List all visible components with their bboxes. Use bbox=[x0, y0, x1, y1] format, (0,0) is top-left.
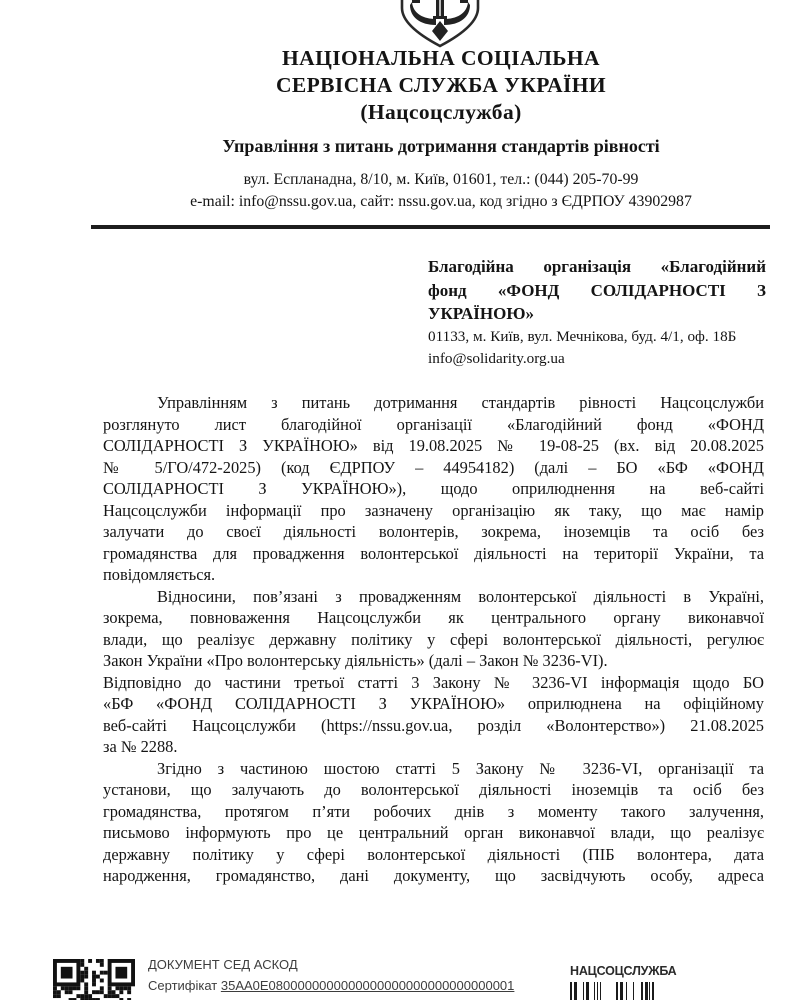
recipient-name-line: Благодійна організація «Благодійний bbox=[428, 257, 766, 276]
text-line: влади, що реалізує державну політику у сфері волонтерської діяльності, регулює bbox=[103, 629, 764, 649]
paragraph bbox=[103, 392, 764, 586]
paragraph bbox=[103, 586, 764, 672]
text-line: Управлінням з питань дотримання стандартів рівності Нацсоцслужби bbox=[157, 393, 764, 412]
stamp-org-label: НАЦСОЦСЛУЖБА bbox=[570, 964, 677, 978]
paragraph bbox=[103, 672, 764, 758]
recipient-block bbox=[428, 255, 766, 371]
text-line: веб-сайті Нацсоцслужби (https://nssu.gov.ua, розділ «Волонтерство») 21.08.2025 bbox=[103, 715, 764, 735]
org-contact-line: e-mail: info@nssu.gov.ua, сайт: nssu.gov.ua, код згідно з ЄДРПОУ 43902987 bbox=[190, 193, 692, 210]
department-title: Управління з питань дотримання стандартів рівності bbox=[222, 136, 660, 156]
text-line: Згідно з частиною шостою статті 5 Закону № 3236-VI, організації та bbox=[157, 758, 764, 778]
text-line: повідомляється. bbox=[103, 565, 216, 584]
barcode-icon bbox=[570, 982, 656, 1000]
text-line: «БФ «ФОНД СОЛІДАРНОСТІ З УКРАЇНОЮ» оприлюднена на офіційному bbox=[103, 694, 764, 713]
org-name-line1: НАЦІОНАЛЬНА СОЦІАЛЬНА bbox=[282, 46, 600, 70]
text-line: Нацсоцслужби інформації про зазначену організацію як таку, що має намір bbox=[103, 500, 764, 520]
text-line: розглянуто лист благодійної організації «Благодійний фонд «ФОНД bbox=[103, 414, 764, 434]
text-line: СОЛІДАРНОСТІ З УКРАЇНОЮ»), щодо оприлюднення на веб-сайті bbox=[103, 479, 764, 498]
certificate-label: Сертифікат bbox=[148, 978, 218, 993]
header-divider bbox=[91, 225, 770, 229]
text-line: № 5/ГО/472-2025) (код ЄДРПОУ – 44954182) (далі – БО «БФ «ФОНД bbox=[103, 457, 764, 477]
recipient-email: info@solidarity.org.ua bbox=[428, 350, 565, 367]
text-line: Відповідно до частини третьої статті 3 Закону № 3236-VI інформація щодо БО bbox=[103, 672, 764, 692]
letter-body bbox=[103, 392, 764, 887]
org-address-line: вул. Еспланадна, 8/10, м. Київ, 01601, тел.: (044) 205-70-99 bbox=[243, 171, 639, 188]
text-line: за № 2288. bbox=[103, 737, 178, 756]
ukraine-trident-emblem bbox=[392, 0, 488, 52]
recipient-name-line: фонд «ФОНД СОЛІДАРНОСТІ З bbox=[428, 280, 766, 300]
paragraph bbox=[103, 758, 764, 887]
text-line: державну політику у сфері волонтерської діяльності (ПІБ волонтера, дата bbox=[103, 844, 764, 864]
text-line: громадянства, протягом п’яти робочих днів з моменту такого залучення, bbox=[103, 801, 764, 821]
qr-code-icon bbox=[53, 959, 135, 1000]
org-short-name: (Нацсоцслужба) bbox=[360, 100, 522, 124]
doc-system-label: ДОКУМЕНТ СЕД АСКОД bbox=[148, 957, 298, 972]
text-line: письмово інформують про це центральний орган виконавчої влади, що реалізує bbox=[103, 823, 764, 842]
recipient-address: 01133, м. Київ, вул. Мечнікова, буд. 4/1, оф. 18Б bbox=[428, 327, 737, 345]
text-line: залучати до своєї діяльності волонтерів, зокрема, іноземців та осіб без bbox=[103, 522, 764, 541]
certificate-number: 35AA0E0800000000000000000000000000000001 bbox=[220, 978, 515, 993]
text-line: Відносини, пов’язані з провадженням волонтерської діяльності в Україні, bbox=[157, 586, 764, 606]
text-line: народження, громадянство, дані документу, що засвідчують особу, адреса bbox=[103, 866, 764, 885]
text-line: СОЛІДАРНОСТІ З УКРАЇНОЮ» від 19.08.2025 № 19-08-25 (вх. від 20.08.2025 bbox=[103, 436, 764, 455]
text-line: установи, що залучають до волонтерської діяльності іноземців та осіб без bbox=[103, 780, 764, 799]
recipient-name-line: УКРАЇНОЮ» bbox=[428, 304, 534, 323]
text-line: зокрема, повноваження Нацсоцслужби як центрального органу виконавчої bbox=[103, 608, 764, 627]
recipient-name bbox=[428, 255, 766, 326]
text-line: Закон України «Про волонтерську діяльність» (далі – Закон № 3236-VI). bbox=[103, 651, 608, 670]
certificate-line bbox=[148, 978, 514, 993]
org-name-line2: СЕРВІСНА СЛУЖБА УКРАЇНИ bbox=[275, 73, 607, 97]
text-line: громадянства для провадження волонтерської діяльності на території України, та bbox=[103, 543, 764, 563]
